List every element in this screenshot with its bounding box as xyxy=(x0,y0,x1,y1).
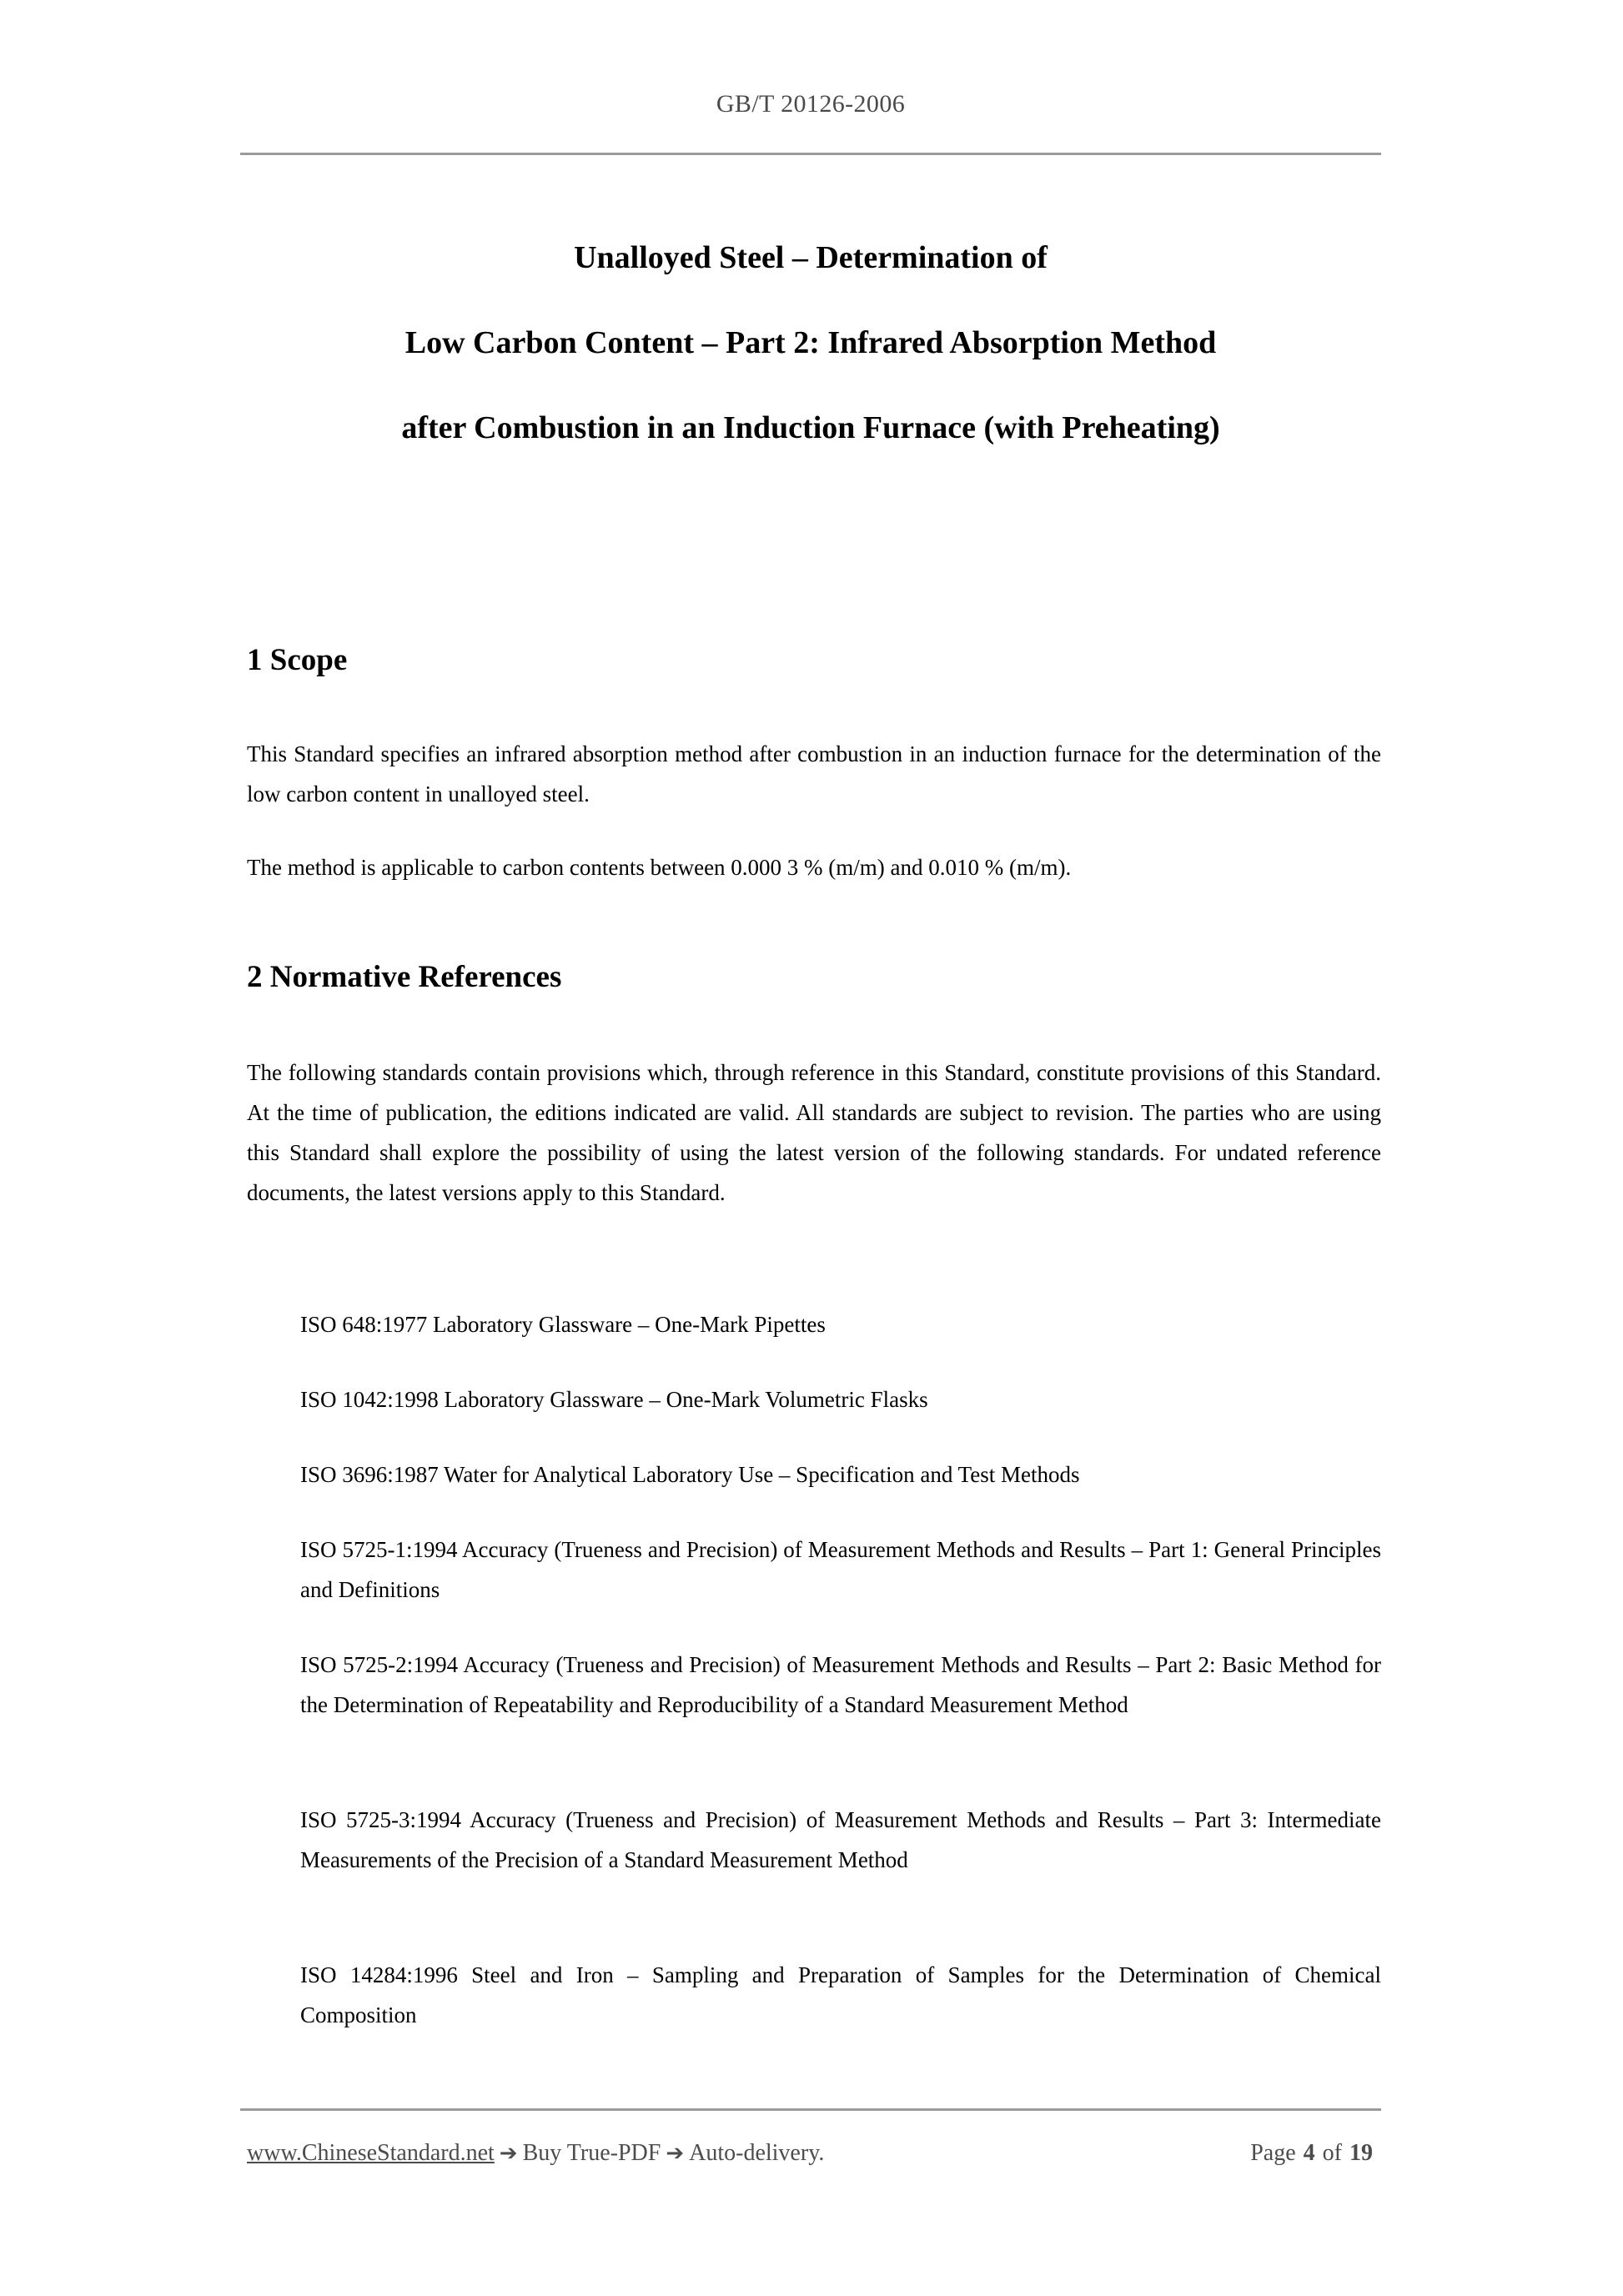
page-footer xyxy=(247,2140,1381,2167)
footer-divider xyxy=(240,2108,1381,2111)
reference-item: ISO 648:1977 Laboratory Glassware – One-Mark Pipettes xyxy=(300,1312,826,1337)
page-number: 4 xyxy=(1303,2140,1315,2166)
section-heading-scope: 1 Scope xyxy=(247,643,348,677)
footer-promo xyxy=(247,2140,824,2167)
page-header xyxy=(240,90,1381,118)
page-label: Page xyxy=(1250,2140,1296,2166)
website-link[interactable]: www.ChineseStandard.net xyxy=(247,2140,495,2166)
reference-item: ISO 5725-2:1994 Accuracy (Trueness and Precision) of Measurement Methods and Results – Part 2: Basic Method for the Determination of Repeatability and Reproducibility of a Standard Measurement Method xyxy=(300,1652,1381,1717)
reference-item: ISO 1042:1998 Laboratory Glassware – One-Mark Volumetric Flasks xyxy=(300,1387,928,1412)
document-title-line-1: Unalloyed Steel – Determination of xyxy=(574,240,1048,275)
arrow-right-icon: ➔ xyxy=(666,2141,685,2166)
scope-paragraph-1: This Standard specifies an infrared absorption method after combustion in an induction furnace for the determination of the low carbon content in unalloyed steel. xyxy=(247,741,1381,806)
reference-item: ISO 5725-3:1994 Accuracy (Trueness and Precision) of Measurement Methods and Results – Part 3: Intermediate Measurements of the Precision of a Standard Measurement Method xyxy=(300,1807,1381,1872)
reference-item: ISO 14284:1996 Steel and Iron – Sampling and Preparation of Samples for the Determination of Chemical Composition xyxy=(300,1962,1381,2027)
total-pages: 19 xyxy=(1349,2140,1373,2166)
document-title-line-3: after Combustion in an Induction Furnace (with Preheating) xyxy=(401,410,1220,445)
reference-item: ISO 5725-1:1994 Accuracy (Trueness and Precision) of Measurement Methods and Results – Part 1: General Principles and Definitions xyxy=(300,1537,1381,1602)
document-title-line-2: Low Carbon Content – Part 2: Infrared Absorption Method xyxy=(404,325,1217,360)
buy-label: Buy True-PDF xyxy=(522,2140,661,2166)
document-title xyxy=(240,215,1381,470)
reference-item: ISO 3696:1987 Water for Analytical Laboratory Use – Specification and Test Methods xyxy=(300,1462,1080,1487)
scope-paragraph-2: The method is applicable to carbon contents between 0.000 3 % (m/m) and 0.010 % (m/m). xyxy=(247,855,1072,880)
header-divider xyxy=(240,153,1381,155)
page-indicator xyxy=(1250,2140,1381,2167)
delivery-label: Auto-delivery. xyxy=(689,2140,825,2166)
normative-references-paragraph: The following standards contain provisions which, through reference in this Standard, constitute provisions of this Standard. At the time of publication, the editions indicated are valid. All standards are subject to revision. The parties who are using this Standard shall explore the possibility of using the latest version of the following standards. For undated reference documents, the latest versions apply to this Standard. xyxy=(247,1060,1381,1205)
section-heading-normative-references: 2 Normative References xyxy=(247,960,562,994)
standard-code: GB/T 20126-2006 xyxy=(716,90,906,118)
arrow-right-icon: ➔ xyxy=(499,2141,518,2166)
of-label: of xyxy=(1322,2140,1342,2166)
